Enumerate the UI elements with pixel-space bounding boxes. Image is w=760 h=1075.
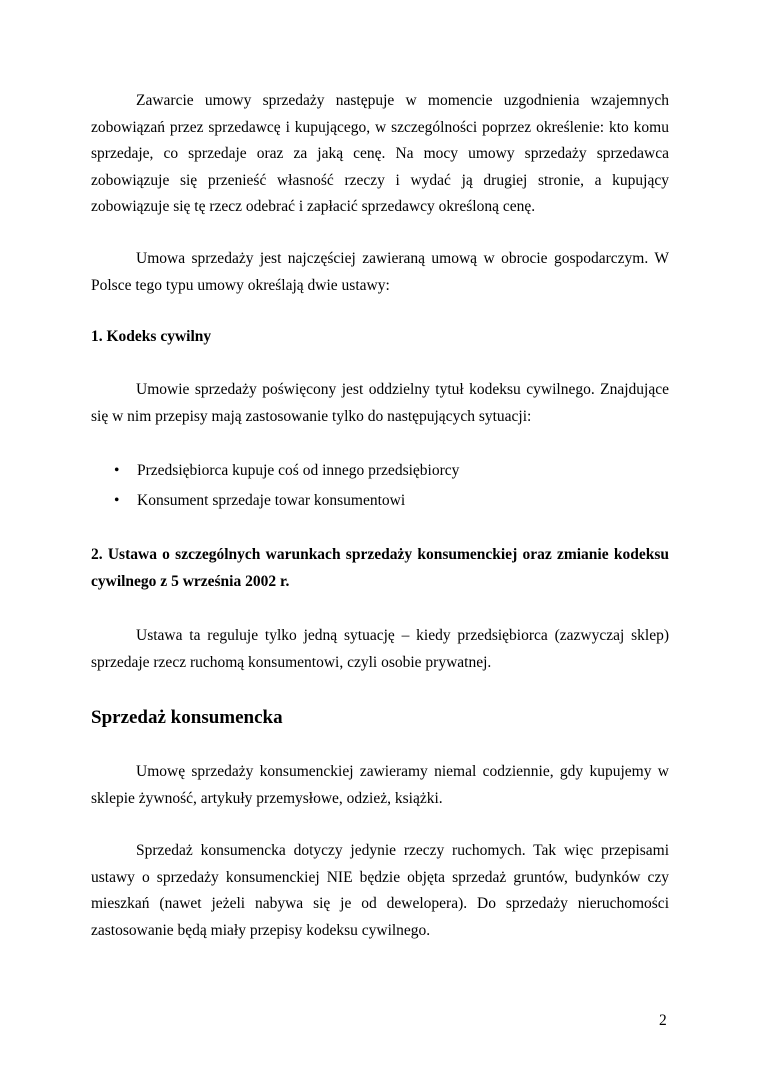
bullet-icon: • [114, 462, 120, 479]
list-item-text: Przedsiębiorca kupuje coś od innego przedsiębiorcy [137, 462, 460, 479]
list-item [91, 456, 669, 486]
list-item-text: Konsument sprzedaje towar konsumentowi [137, 492, 406, 509]
section-heading [91, 706, 669, 730]
paragraph-contract-definition [91, 88, 669, 221]
paragraph-text: Zawarcie umowy sprzedaży następuje w momencie uzgodnienia wzajemnych zobowiązań przez sprzedawcę i kupującego, w szczególności poprzez określenie: kto komu sprzedaje, co sprzedaje oraz za jaką cenę. Na mocy umowy sprzedaży sprzedawca zobowiązuje się przenieść własność rzeczy i wydać ją drugiej stronie, a kupujący zobowiązuje się tę rzecz odebrać i zapłacić sprzedawcy określoną cenę. [91, 92, 669, 215]
heading-consumer-act [91, 542, 669, 595]
paragraph-movables-only [91, 838, 669, 944]
heading-civil-code [91, 324, 669, 351]
list-item [91, 486, 669, 516]
paragraph-sale-common [91, 246, 669, 299]
heading-text: 2. Ustawa o szczególnych warunkach sprzedaży konsumenckiej oraz zmianie kodeksu cywilnego z 5 września 2002 r. [91, 546, 669, 590]
paragraph-text: Ustawa ta reguluje tylko jedną sytuację – kiedy przedsiębiorca (zazwyczaj sklep) sprzedaje rzecz ruchomą konsumentowi, czyli osobie prywatnej. [91, 627, 669, 671]
section-title: Sprzedaż konsumencka [91, 707, 283, 728]
paragraph-text: Umowie sprzedaży poświęcony jest oddzielny tytuł kodeksu cywilnego. Znajdujące się w nim przepisy mają zastosowanie tylko do następujących sytuacji: [91, 381, 669, 425]
page-number: 2 [659, 1012, 667, 1029]
paragraph-consumer-act [91, 623, 669, 676]
paragraph-civil-code [91, 377, 669, 430]
bullet-icon: • [114, 492, 120, 509]
bullet-list [91, 456, 669, 516]
paragraph-text: Sprzedaż konsumencka dotyczy jedynie rzeczy ruchomych. Tak więc przepisami ustawy o sprzedaży konsumenckiej NIE będzie objęta sprzedaż gruntów, budynków czy mieszkań (nawet jeżeli nabywa się je od dewelopera). Do sprzedaży nieruchomości zastosowanie będą miały przepisy kodeksu cywilnego. [91, 842, 669, 939]
paragraph-text: Umowa sprzedaży jest najczęściej zawieraną umową w obrocie gospodarczym. W Polsce tego typu umowy określają dwie ustawy: [91, 250, 669, 294]
heading-text: 1. Kodeks cywilny [91, 328, 212, 345]
paragraph-consumer-daily [91, 759, 669, 812]
paragraph-text: Umowę sprzedaży konsumenckiej zawieramy niemal codziennie, gdy kupujemy w sklepie żywność, artykuły przemysłowe, odzież, książki. [91, 763, 669, 807]
